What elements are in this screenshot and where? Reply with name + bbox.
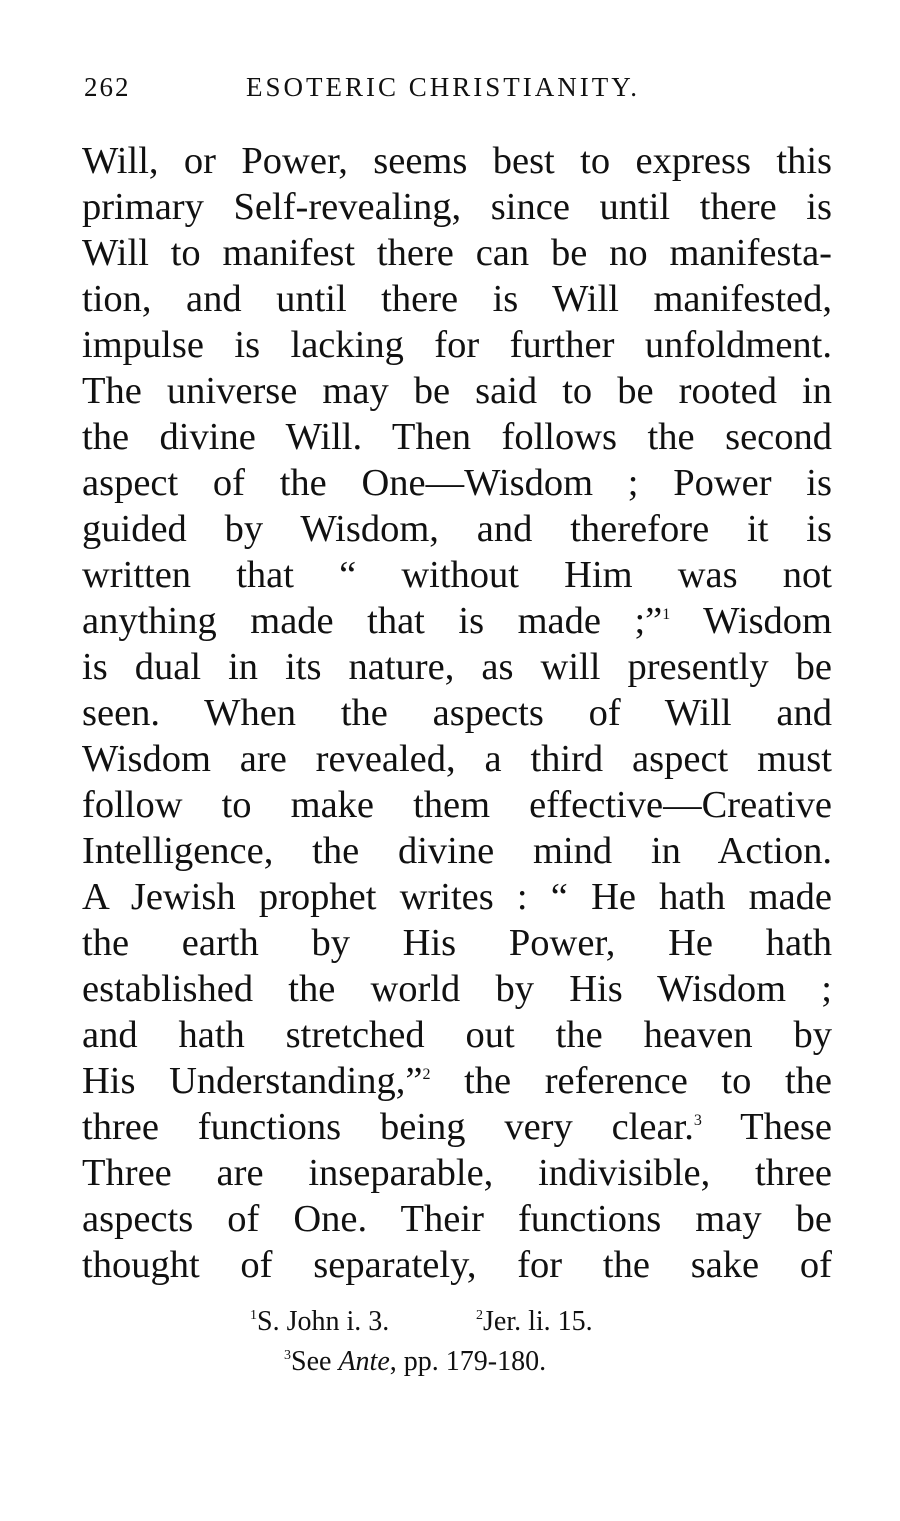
text-line: impulse is lacking for further unfoldment. [82, 324, 832, 366]
text-line: is dual in its nature, as will presently be [82, 646, 832, 688]
text-line: primary Self-revealing, since until there is [82, 186, 832, 228]
page-header [84, 72, 832, 112]
text-line-with-footnote [82, 598, 832, 644]
text-line-with-footnote [82, 1104, 832, 1150]
footnote-number: 3 [284, 1348, 291, 1363]
page-number: 262 [84, 72, 131, 102]
footnote-1 [250, 1302, 389, 1342]
text-line: aspect of the One—Wisdom ; Power is [82, 462, 832, 504]
footnote-text: S. John i. 3. [257, 1306, 390, 1337]
footnote-marker: 1 [662, 606, 671, 623]
text-line: the divine Will. Then follows the second [82, 416, 832, 458]
body-text [82, 138, 832, 1288]
text-line: Three are inseparable, indivisible, three [82, 1152, 832, 1194]
footnote-marker: 3 [693, 1112, 702, 1129]
text-line: aspects of One. Their functions may be [82, 1198, 832, 1240]
footnote-italic-text: Ante [338, 1346, 390, 1377]
footnote-number: 2 [476, 1308, 483, 1323]
text-line: Will to manifest there can be no manifesta- [82, 232, 832, 274]
text-line: Will, or Power, seems best to express this [82, 140, 832, 182]
text-line: Wisdom are revealed, a third aspect must [82, 738, 832, 780]
text-line-with-footnote [82, 1058, 832, 1104]
text-line: Intelligence, the divine mind in Action. [82, 830, 832, 872]
text-line: A Jewish prophet writes : “ He hath made [82, 876, 832, 918]
text-line: seen. When the aspects of Will and [82, 692, 832, 734]
text-line: follow to make them effective—Creative [82, 784, 832, 826]
text-segment: three functions being very clear. [82, 1106, 694, 1148]
running-title: ESOTERIC CHRISTIANITY. [246, 72, 641, 102]
footnote-number: 1 [250, 1308, 257, 1323]
text-segment: the reference to the [464, 1060, 833, 1102]
footnote-3 [284, 1342, 546, 1382]
text-line: written that “ without Him was not [82, 554, 832, 596]
text-line: the earth by His Power, He hath [82, 922, 832, 964]
text-line: guided by Wisdom, and therefore it is [82, 508, 832, 550]
text-line: established the world by His Wisdom ; [82, 968, 832, 1010]
footnote-marker: 2 [422, 1066, 431, 1083]
text-line: tion, and until there is Will manifested, [82, 278, 832, 320]
footnote-2 [476, 1302, 593, 1342]
text-segment: These [740, 1106, 832, 1148]
text-line: The universe may be said to be rooted in [82, 370, 832, 412]
text-segment: His Understanding,” [82, 1060, 423, 1102]
footnote-text: Jer. li. 15. [483, 1306, 593, 1337]
text-segment: anything made that is made ;” [82, 600, 663, 642]
text-segment: Wisdom [703, 600, 833, 642]
footnote-text: See [291, 1346, 332, 1377]
footnote-text: , pp. 179-180. [389, 1346, 547, 1377]
text-line: and hath stretched out the heaven by [82, 1014, 832, 1056]
text-line: thought of separately, for the sake of [82, 1244, 832, 1286]
